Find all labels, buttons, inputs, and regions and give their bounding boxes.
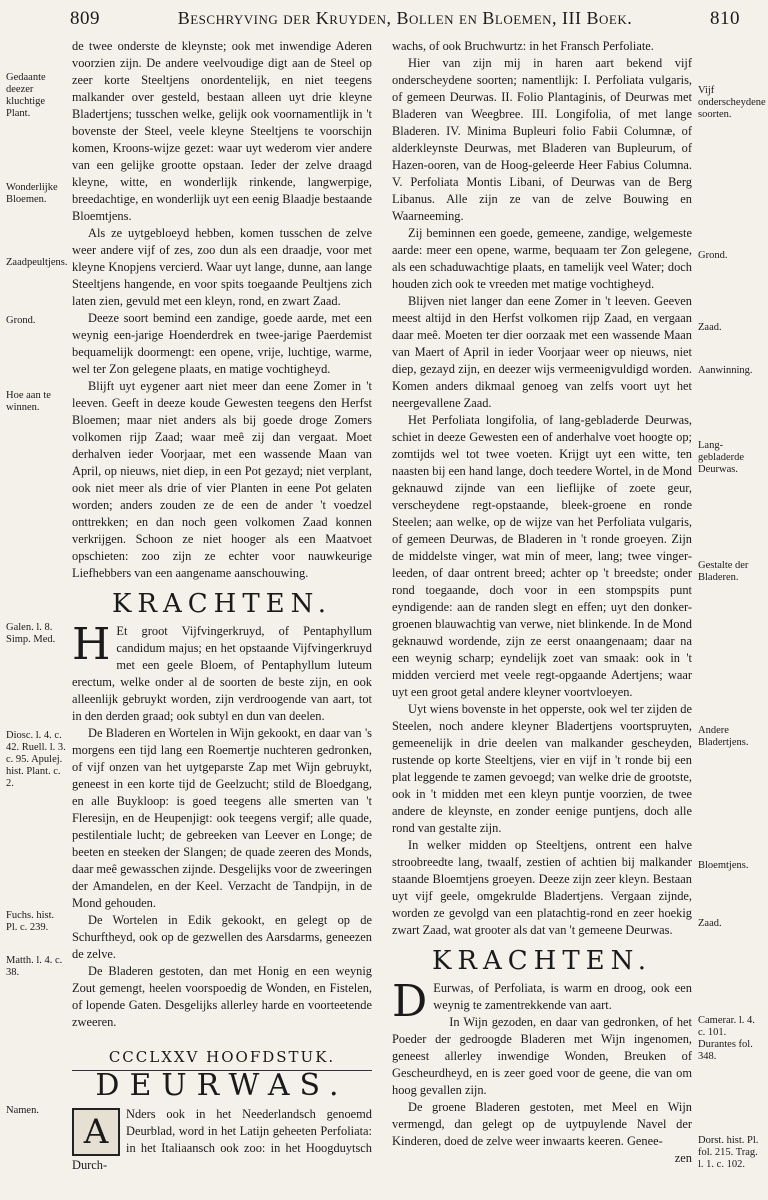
paragraph	[72, 619, 372, 725]
paragraph: De Bladeren en Wortelen in Wijn gekookt, en daar van 's morgens een tijd lang een Roemertje nuchteren gedronken, of vijf onzen van het uytgeparste Zap met Wijn gebruykt, geneest in een korte tijd de Geelzucht; stild de Bloedgang, en alle Buykloop: is goed teegens alle smerten van 't Fleresijn, en de Heupenjigt: ook teegens vergif; alle quade, pestilentiale lucht; de gebreeken van Leever en Longe; de beeten en steeken der Slangen; de quade zeeren des Monds, daar meê gewasschen zijnde. Desgelijks voor de zweeringen der Amandelen, en der Keel. Verzacht de Tandpijn, in de Mond gehouden.	[72, 726, 373, 910]
paragraph	[72, 1106, 372, 1174]
paragraph: wachs, of ook Bruchwurtz: in het Fransch Perfoliate.	[392, 39, 654, 53]
paragraph: Hier van zijn mij in haren aart bekend vijf onderscheydene soorten; namentlijk: I. Perfoliata vulgaris, of gemeen Deurwas. II. Folio Plantaginis, of Deurwas met Bladeren van Weegbree. III. Longifolia, of met lange Bladeren. IV. Minima Bupleuri folio Fabii Columnæ, of alderkleynste Deurwas, met Bladeren van Bupleurum, of Hazen-ooren, van de Hoog-geleerde Heer Fabius Columna. V. Perfoliata Montis Libani, of Deurwas van de Berg Libanus. Alle zijn ze van de zelve Bouwing en Waarneeming.	[392, 56, 692, 223]
paragraph	[392, 976, 692, 1027]
margin-note: Vijf onderscheydene soorten.	[698, 85, 766, 120]
paragraph: De Wortelen in Edik gekookt, en gelegt op de Schurftheyd, ook op de gezwellen des Aarsdarms, geneezen de zelve.	[72, 913, 372, 961]
margin-note: Aanwinning.	[698, 365, 753, 376]
margin-note: Zaad.	[698, 322, 722, 333]
paragraph: Uyt wiens bovenste in het opperste, ook wel ter zijden de Steelen, noch andere kleyner Bladertjens voortspruyten, gemeenelijk in drie deelen van malkander gescheyden, rustende op korte Steeltjens, vier en vijf in 't ronde bij een plat leggende te zamen gevoegd; van welke drie de grootste, ook in 't midden met een kleyn puntje voorzien, de twee andere de kleynste, en zonder eenige puntjens, doch alle rond van gestalte zijn.	[392, 702, 692, 835]
margin-note: Grond.	[6, 315, 36, 326]
margin-note: Gedaante deezer kluchtige Plant.	[6, 72, 46, 119]
section-heading: KRACHTEN.	[111, 589, 333, 619]
margin-note: Andere Bladertjens.	[698, 725, 749, 748]
margin-note: Hoe aan te winnen.	[6, 390, 51, 413]
margin-note: Wonderlijke Bloemen.	[6, 182, 58, 205]
paragraph: Blijven niet langer dan eene Zomer in 't leeven. Geeven meest altijd in den Herfst volkomen rijp Zaad, en vergaan daar meê. Moeten ter dier oorzaak met een wassende Maan van Maert of April in ieder Voorjaar weer op nieuws, niet diep, gezayd zijn, en deezer wijs vermeenigvuldigd worden. Komen anders dikmaal genoeg van zelfs voort uyt het neergevallene Zaad.	[392, 294, 692, 410]
margin-note: Gestalte der Bladeren.	[698, 560, 749, 583]
chapter-number: CCCLXXV HOOFDSTUK.	[108, 1048, 336, 1066]
margin-note: Galen. l. 8. Simp. Med.	[6, 622, 56, 645]
margin-note: Lang-gebladerde Deurwas.	[698, 440, 745, 475]
chapter-title: DEURWAS.	[72, 1070, 372, 1094]
margin-note: Camerar. l. 4. c. 101. Durantes fol. 348.	[698, 1015, 755, 1062]
drop-cap: H	[72, 619, 111, 670]
running-title: Beschryving der Kruyden, Bollen en Bloemen, III Boek.	[177, 8, 633, 28]
margin-note: Grond.	[698, 250, 728, 261]
margin-note: Fuchs. hist. Pl. c. 239.	[6, 910, 55, 933]
paragraph: de twee onderste de kleynste; ook met inwendige Aderen voorzien zijn. De andere veelvoudige digt aan de Steel op zeer korte Steeltjens onordentelijk, en niet teegens malkander over gesteld, bestaan alleen uyt drie kleyne Bladertjens; tusschen welke, gelijk ook voornamentlijk in 't bovenste der Steel, veele kleyne Steeltjens te voorschijn komen, Kroons-wijze gezet: waar uyt wederom vier andere van een gelijke grootte opstaan. Ieder der zelve draagd kleyne, witte, en wonderlijk rinkende, langwerpige, breedachtige, en wonderlijk uyt een eenig Blaadje bestaande Bloemtjens.	[72, 39, 373, 223]
paragraph: In welker midden op Steeltjens, ontrent een halve stroobreedte lang, twaalf, zestien of achtien bij malkander staande Bloemtjens groeyen. Deeze zijn zeer kleyn. Bestaan uyt vijf geele, omgekrulde Bladertjens. Vergaan zijnde, worden ze gevolgd van een platachtig-rond en zeer hoekig zwart Zaad, wat grooter als dat van 't gemeene Deurwas.	[392, 838, 692, 937]
left-page-number: 809	[70, 8, 100, 29]
left-column	[72, 38, 372, 1180]
paragraph: Zij beminnen een goede, gemeene, zandige, welgemeste aarde: meer een opene, warme, bequaam ter Zon gelegene, als een schaduwachtige plaats, en tamelijk veel Water; doch houden zich ook te vreeden met matige vochtigheyd.	[392, 226, 692, 291]
paragraph: Blijft uyt eygener aart niet meer dan eene Zomer in 't leeven. Geeft in deeze koude Gewesten teegens den Herfst Bloemen; maar niet anders als bij goede droge Zomers volkomen rijp Zaad; waar meê zij dan vergaat. Moet derhalven ieder Voorjaar, met een wassende Maan van April, op nieuws, niet diep, in een Pot gezayd; niet verplant, ook niet meer als drie of vier Planten in eene Pot gelaten worden; anders zouden ze de een de ander 't voedzel onttrekken; en dan noch geen volkomen Zaad konnen verkrijgen. Schoon ze niet hooger als een Maatvoet opschieten: zoo zijn ze echter voor nauwkeurige Liefhebbers van een aangename aanschouwing.	[72, 379, 372, 580]
section-heading: KRACHTEN.	[431, 946, 653, 976]
paragraph: Deeze soort bemind een zandige, goede aarde, met een weynig een-jarige Hoenderdrek en twee-jarige Paerdemist bequamelijk doormengt: een opene, vrije, luchtige, warme, wel ter Zon gelegene plaats, en matige vochtigheyd.	[72, 311, 372, 376]
margin-note: Diosc. l. 4. c. 42. Ruell. l. 3. c. 95. Apulej. hist. Plant. c. 2.	[6, 730, 66, 789]
catchword: zen	[674, 1151, 692, 1165]
paragraph: Het Perfoliata longifolia, of lang-gebladerde Deurwas, schiet in deeze Gewesten een of anderhalve voet hoogte op; zomtijds wel tot twee voeten. Krijgt uyt een witte, ten naasten bij een hand lange, doch teedere Wortel, in de Mond geknauwd zijnde van een lieflijke of zoete geur, verscheydene regt-opstaande, bleek-groene en ronde Steelen; aan welke, op de wijze van het Perfoliata vulgaris, of gemeen Deurwas, de Bladeren in 't ronde groeyen. Zijn de middelste vinger, wat min of meer, lang; twee vinger-leeden, of daar ontrent breed; achter op 't breedste; onder rond toegaande, doch voor in een stompspits punt eyndigende: aan de randen slegt en effen; uyt den donker-groenen blauwachtig van verwe, niet blinkende. In de Mond geknauwd wordende, zijn ze eerst onaangenaam; daar na een weynig scharp; eyndelijk zoet van smaak: ook in 't midden vercierd met veele regt-opgaande Adertjens; waar uyt een groot getal andere kleyner voortvloeyen.	[392, 413, 692, 699]
right-column	[392, 38, 692, 1180]
paragraph-text: Eurwas, of Perfoliata, is warm en droog, ook een weynig te zamentrekkende van aart.	[433, 981, 692, 1012]
paragraph-text: Nders ook in het Neederlandsch genoemd Deurblad, word in het Latijn geheeten Perfoliata: in het Italiaansch ook zoo: in het Hoogduytsch Durch-	[72, 1107, 372, 1172]
margin-note: Matth. l. 4. c. 38.	[6, 955, 63, 978]
running-header	[70, 8, 740, 38]
margin-note: Namen.	[6, 1105, 39, 1116]
paragraph-text: Et groot Vijfvingerkruyd, of Pentaphyllum candidum majus; en het opstaande Vijfvingerkruyd met een geele Bloem, of Pentaphyllum luteum erectum, welke onder al de soorten de beste zijn, en ook alleenlijk gebruykt worden, zijn verdroogende van aart, tot in den derden graad; ook subtyl en dun van deelen.	[72, 624, 372, 723]
paragraph: De Bladeren gestoten, dan met Honig en een weynig Zout gemengt, heelen voorspoedig de Wonden, en Fistelen, of lopende Gaten. Desgelijks allerley harde en voorteetende zweeren.	[72, 964, 372, 1029]
margin-note: Bloemtjens.	[698, 860, 749, 871]
drop-cap: D	[392, 976, 428, 1027]
paragraph: Als ze uytgebloeyd hebben, komen tusschen de zelve weer andere vijf of zes, zoo dun als een draadje, voor met kleyne Knopjens vercierd. Waar uyt lange, dunne, aan lange Steeltjens hangende, en voor spits toegaande Peultjens zich laten zien, gevuld met een kleyn, rond, en zwart Zaad.	[72, 226, 372, 308]
right-page-number: 810	[710, 8, 740, 29]
margin-note: Zaadpeultjens.	[6, 257, 68, 268]
ornamental-initial: A	[72, 1108, 120, 1156]
margin-note: Zaad.	[698, 918, 722, 929]
paragraph: De groene Bladeren gestoten, met Meel en Wijn vermengd, dan gelegt op de uytpuylende Navel der Kinderen, doed de zelve weer inwaarts keeren. Genee-	[392, 1100, 692, 1148]
margin-note: Dorst. hist. Pl. fol. 215. Trag. l. 1. c. 102.	[698, 1135, 759, 1170]
paragraph: In Wijn gezoden, en daar van gedronken, of het Poeder der gedroogde Bladeren met Wijn ingenomen, geneest allerley inwendige Wonden, Breuken of Gescheurdheyd, en is zeer goed voor de geene, die van om hoog gevallen zijn.	[392, 1015, 692, 1097]
